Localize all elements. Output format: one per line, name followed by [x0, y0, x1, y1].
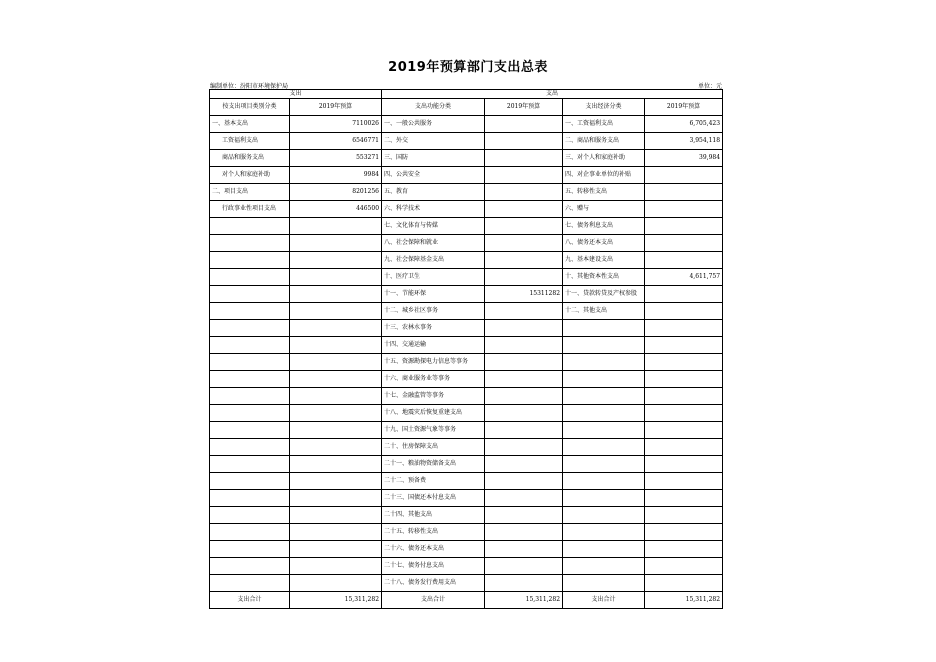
- table-cell: 十、医疗卫生: [382, 269, 485, 286]
- table-cell: [210, 575, 290, 592]
- table-row: [210, 388, 723, 405]
- table-row: [210, 337, 723, 354]
- table-row: [210, 371, 723, 388]
- table-cell: [485, 320, 563, 337]
- table-cell: [485, 490, 563, 507]
- table-cell: [290, 473, 382, 490]
- table-row: [210, 422, 723, 439]
- table-cell: [563, 439, 645, 456]
- table-cell: 九、基本建设支出: [563, 252, 645, 269]
- table-cell: [210, 303, 290, 320]
- table-cell: 二十七、债务付息支出: [382, 558, 485, 575]
- table-cell: [645, 252, 723, 269]
- table-cell: [290, 490, 382, 507]
- total-row: [210, 592, 723, 609]
- column-header: 2019年预算: [645, 99, 723, 116]
- table-cell: 十八、地震灾后恢复重建支出: [382, 405, 485, 422]
- group-header-left: 支出: [210, 90, 382, 99]
- table-cell: [645, 507, 723, 524]
- table-cell: [210, 524, 290, 541]
- table-row: [210, 235, 723, 252]
- column-header: 按支出项目类别分类: [210, 99, 290, 116]
- table-cell: 十四、交通运输: [382, 337, 485, 354]
- table-cell: [645, 490, 723, 507]
- table-cell: [485, 252, 563, 269]
- table-row: [210, 320, 723, 337]
- table-cell: 4,611,757: [645, 269, 723, 286]
- table-cell: [210, 456, 290, 473]
- table-cell: [563, 371, 645, 388]
- table-cell: [645, 218, 723, 235]
- table-cell: [645, 303, 723, 320]
- table-cell: 9984: [290, 167, 382, 184]
- table-cell: [645, 201, 723, 218]
- table-row: [210, 201, 723, 218]
- table-cell: [563, 388, 645, 405]
- expenditure-table: [209, 89, 723, 609]
- table-cell: [645, 286, 723, 303]
- table-cell: [290, 524, 382, 541]
- table-cell: [210, 252, 290, 269]
- table-cell: [210, 320, 290, 337]
- table-cell: [563, 558, 645, 575]
- table-row: [210, 575, 723, 592]
- table-cell: [210, 490, 290, 507]
- table-cell: 四、公共安全: [382, 167, 485, 184]
- table-cell: [645, 541, 723, 558]
- table-cell: 八、债务还本支出: [563, 235, 645, 252]
- table-cell: 八、社会保障和就业: [382, 235, 485, 252]
- table-cell: [485, 201, 563, 218]
- table-cell: [563, 524, 645, 541]
- table-cell: 7110026: [290, 116, 382, 133]
- table-cell: [485, 150, 563, 167]
- table-cell: [645, 473, 723, 490]
- table-row: [210, 524, 723, 541]
- table-cell: 商品和服务支出: [210, 150, 290, 167]
- table-cell: [210, 507, 290, 524]
- table-row: [210, 269, 723, 286]
- table-cell: [485, 558, 563, 575]
- table-cell: [210, 371, 290, 388]
- table-cell: 二、外交: [382, 133, 485, 150]
- table-cell: [210, 439, 290, 456]
- table-cell: [645, 354, 723, 371]
- table-cell: [485, 524, 563, 541]
- table-cell: [645, 524, 723, 541]
- table-cell: [210, 269, 290, 286]
- table-cell: 十九、国土资源气象等事务: [382, 422, 485, 439]
- table-cell: [290, 354, 382, 371]
- table-cell: [645, 320, 723, 337]
- table-cell: 十二、城乡社区事务: [382, 303, 485, 320]
- table-cell: [563, 405, 645, 422]
- table-cell: [563, 473, 645, 490]
- table-row: [210, 456, 723, 473]
- table-cell: [645, 558, 723, 575]
- table-cell: [485, 405, 563, 422]
- table-cell: [290, 558, 382, 575]
- table-cell: [485, 218, 563, 235]
- table-row: [210, 167, 723, 184]
- table-row: [210, 286, 723, 303]
- table-cell: 七、债务利息支出: [563, 218, 645, 235]
- total-cell: 15,311,282: [290, 592, 382, 609]
- table-cell: 十、其他资本性支出: [563, 269, 645, 286]
- table-cell: [485, 354, 563, 371]
- table-cell: [210, 354, 290, 371]
- page-title: 2019年预算部门支出总表: [388, 60, 548, 75]
- table-cell: 十五、资源勘探电力信息等事务: [382, 354, 485, 371]
- table-cell: 二十六、债务还本支出: [382, 541, 485, 558]
- total-cell: 15,311,282: [645, 592, 723, 609]
- table-cell: [290, 388, 382, 405]
- table-cell: [645, 456, 723, 473]
- table-cell: 十一、贷款转贷及产权参股: [563, 286, 645, 303]
- table-cell: [485, 269, 563, 286]
- table-cell: 一、基本支出: [210, 116, 290, 133]
- table-cell: [290, 235, 382, 252]
- total-cell: 支出合计: [210, 592, 290, 609]
- column-header: 2019年预算: [290, 99, 382, 116]
- table-row: [210, 490, 723, 507]
- column-header: 支出经济分类: [563, 99, 645, 116]
- table-row: [210, 473, 723, 490]
- table-cell: 十三、农林水事务: [382, 320, 485, 337]
- table-cell: 二十五、转移性支出: [382, 524, 485, 541]
- table-cell: 二、商品和服务支出: [563, 133, 645, 150]
- table-cell: [290, 218, 382, 235]
- total-cell: 支出合计: [563, 592, 645, 609]
- table-cell: [210, 388, 290, 405]
- table-cell: [290, 286, 382, 303]
- table-row: [210, 439, 723, 456]
- total-cell: 15,311,282: [485, 592, 563, 609]
- compiling-unit: 编制单位：汾阳市环境保护局: [210, 83, 289, 90]
- table-row: [210, 541, 723, 558]
- column-header: 支出功能分类: [382, 99, 485, 116]
- table-cell: [485, 337, 563, 354]
- table-cell: 二十八、债务发行费用支出: [382, 575, 485, 592]
- table-cell: 行政事业性项目支出: [210, 201, 290, 218]
- table-cell: [290, 337, 382, 354]
- table-cell: [485, 167, 563, 184]
- total-cell: 支出合计: [382, 592, 485, 609]
- table-cell: [210, 218, 290, 235]
- group-header-row: [210, 90, 723, 99]
- table-cell: [563, 337, 645, 354]
- column-header: 2019年预算: [485, 99, 563, 116]
- table-cell: 6,705,423: [645, 116, 723, 133]
- table-cell: [645, 422, 723, 439]
- table-cell: 九、社会保障基金支出: [382, 252, 485, 269]
- table-cell: [485, 456, 563, 473]
- table-cell: [485, 133, 563, 150]
- table-cell: [563, 490, 645, 507]
- table-cell: 十一、节能环保: [382, 286, 485, 303]
- table-cell: [485, 184, 563, 201]
- table-cell: 一、工资福利支出: [563, 116, 645, 133]
- table-cell: [290, 320, 382, 337]
- table-cell: 3,954,118: [645, 133, 723, 150]
- table-cell: [485, 473, 563, 490]
- column-header-row: [210, 99, 723, 116]
- table-cell: 四、对企事业单位的补贴: [563, 167, 645, 184]
- table-cell: [290, 456, 382, 473]
- table-cell: [210, 473, 290, 490]
- table-cell: [485, 422, 563, 439]
- table-cell: 553271: [290, 150, 382, 167]
- table-cell: [290, 252, 382, 269]
- table-row: [210, 133, 723, 150]
- table-cell: 15311282: [485, 286, 563, 303]
- table-cell: 二十四、其他支出: [382, 507, 485, 524]
- table-cell: [645, 405, 723, 422]
- table-cell: [645, 388, 723, 405]
- table-cell: [290, 303, 382, 320]
- table-cell: [645, 184, 723, 201]
- table-row: [210, 218, 723, 235]
- table-cell: [645, 371, 723, 388]
- table-cell: [290, 575, 382, 592]
- table-cell: 一、一般公共服务: [382, 116, 485, 133]
- table-cell: [645, 167, 723, 184]
- table-cell: 二十一、粮油物资储备支出: [382, 456, 485, 473]
- table-cell: 六、赠与: [563, 201, 645, 218]
- table-row: [210, 303, 723, 320]
- table-cell: [485, 303, 563, 320]
- table-cell: 工资福利支出: [210, 133, 290, 150]
- table-row: [210, 150, 723, 167]
- table-cell: [563, 320, 645, 337]
- group-header-right: 支出: [382, 90, 723, 99]
- table-cell: [563, 456, 645, 473]
- table-cell: [563, 354, 645, 371]
- table-cell: [485, 371, 563, 388]
- table-row: [210, 405, 723, 422]
- table-cell: [563, 575, 645, 592]
- table-cell: [210, 286, 290, 303]
- table-cell: [563, 422, 645, 439]
- table-cell: [210, 558, 290, 575]
- table-cell: [485, 116, 563, 133]
- table-cell: 8201256: [290, 184, 382, 201]
- table-cell: [485, 235, 563, 252]
- currency-unit: 单位：元: [697, 83, 722, 90]
- table-cell: [290, 541, 382, 558]
- table-cell: [485, 439, 563, 456]
- table-row: [210, 252, 723, 269]
- table-cell: [485, 388, 563, 405]
- table-cell: [210, 422, 290, 439]
- table-cell: 五、教育: [382, 184, 485, 201]
- table-cell: [563, 507, 645, 524]
- table-row: [210, 507, 723, 524]
- table-cell: 二十三、国债还本付息支出: [382, 490, 485, 507]
- table-cell: [290, 422, 382, 439]
- table-cell: 二、项目支出: [210, 184, 290, 201]
- table-cell: [210, 405, 290, 422]
- table-cell: [210, 541, 290, 558]
- table-row: [210, 116, 723, 133]
- table-cell: [563, 541, 645, 558]
- table-cell: [485, 507, 563, 524]
- table-cell: 二十二、预备费: [382, 473, 485, 490]
- table-cell: [485, 541, 563, 558]
- table-cell: [645, 337, 723, 354]
- table-cell: 十六、商业服务业等事务: [382, 371, 485, 388]
- table-cell: 五、转移性支出: [563, 184, 645, 201]
- table-cell: 446500: [290, 201, 382, 218]
- table-cell: [290, 405, 382, 422]
- table-cell: 6546771: [290, 133, 382, 150]
- table-cell: 对个人和家庭补助: [210, 167, 290, 184]
- table-cell: [485, 575, 563, 592]
- table-cell: 七、文化体育与传媒: [382, 218, 485, 235]
- table-cell: 六、科学技术: [382, 201, 485, 218]
- table-cell: 39,984: [645, 150, 723, 167]
- table-cell: [210, 235, 290, 252]
- table-cell: 二十、住房保障支出: [382, 439, 485, 456]
- table-cell: [290, 507, 382, 524]
- table-cell: 三、对个人和家庭补助: [563, 150, 645, 167]
- table-cell: [290, 371, 382, 388]
- table-row: [210, 354, 723, 371]
- table-row: [210, 558, 723, 575]
- table-cell: [645, 439, 723, 456]
- table-cell: [210, 337, 290, 354]
- table-cell: 十七、金融监管等事务: [382, 388, 485, 405]
- table-cell: [290, 269, 382, 286]
- table-cell: [645, 235, 723, 252]
- table-cell: 十二、其他支出: [563, 303, 645, 320]
- table-cell: 三、国防: [382, 150, 485, 167]
- table-row: [210, 184, 723, 201]
- table-cell: [290, 439, 382, 456]
- table-cell: [645, 575, 723, 592]
